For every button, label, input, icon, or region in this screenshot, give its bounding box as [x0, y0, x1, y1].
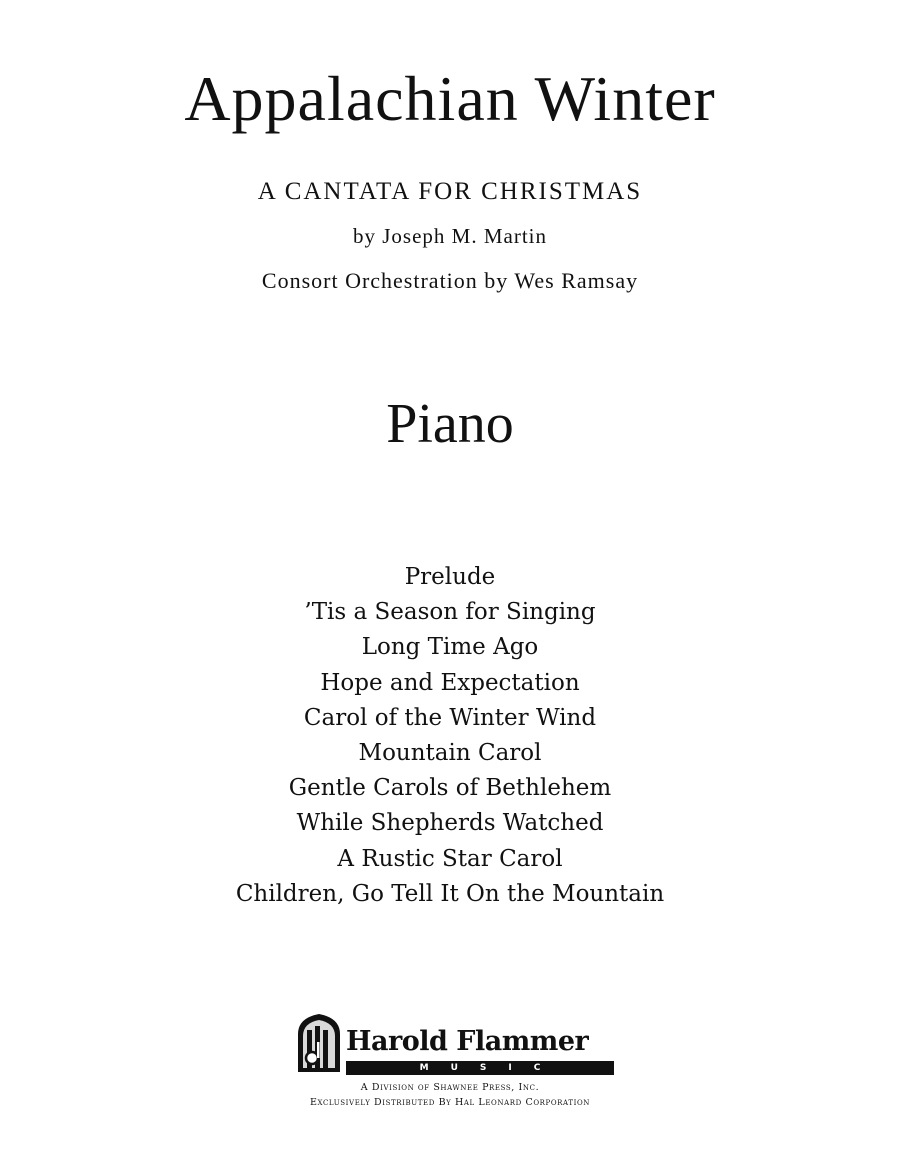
logo-music-label: MUSIC [419, 1063, 563, 1073]
instrument-part: Piano [386, 393, 514, 455]
contents-item: Long Time Ago [361, 634, 539, 661]
contents-item: Carol of the Winter Wind [303, 704, 597, 731]
composer-credit: by Joseph M. Martin [353, 224, 547, 248]
organ-pipes-icon [296, 1012, 342, 1074]
contents-item: Prelude [404, 564, 496, 590]
cover-subtitle: A CANTATA FOR CHRISTMAS [257, 178, 643, 205]
contents-item: Mountain Carol [358, 740, 542, 767]
orchestration-credit: Consort Orchestration by Wes Ramsay [261, 268, 639, 293]
logo-wordmark: Harold Flammer [346, 1026, 589, 1057]
contents-list [0, 560, 900, 912]
publisher-distribution: Exclusively Distributed By Hal Leonard Corporation [309, 1097, 591, 1108]
contents-item: Hope and Expectation [320, 669, 580, 696]
contents-item: Children, Go Tell It On the Mountain [235, 880, 665, 907]
publisher-logo [296, 1012, 616, 1078]
contents-item: While Shepherds Watched [296, 810, 604, 837]
contents-item: A Rustic Star Carol [337, 845, 563, 872]
publisher-division: A Division of Shawnee Press, Inc. [360, 1082, 540, 1093]
cover-title: Appalachian Winter [184, 63, 716, 134]
contents-item: ’Tis a Season for Singing [304, 599, 596, 626]
contents-item: Gentle Carols of Bethlehem [288, 775, 612, 802]
